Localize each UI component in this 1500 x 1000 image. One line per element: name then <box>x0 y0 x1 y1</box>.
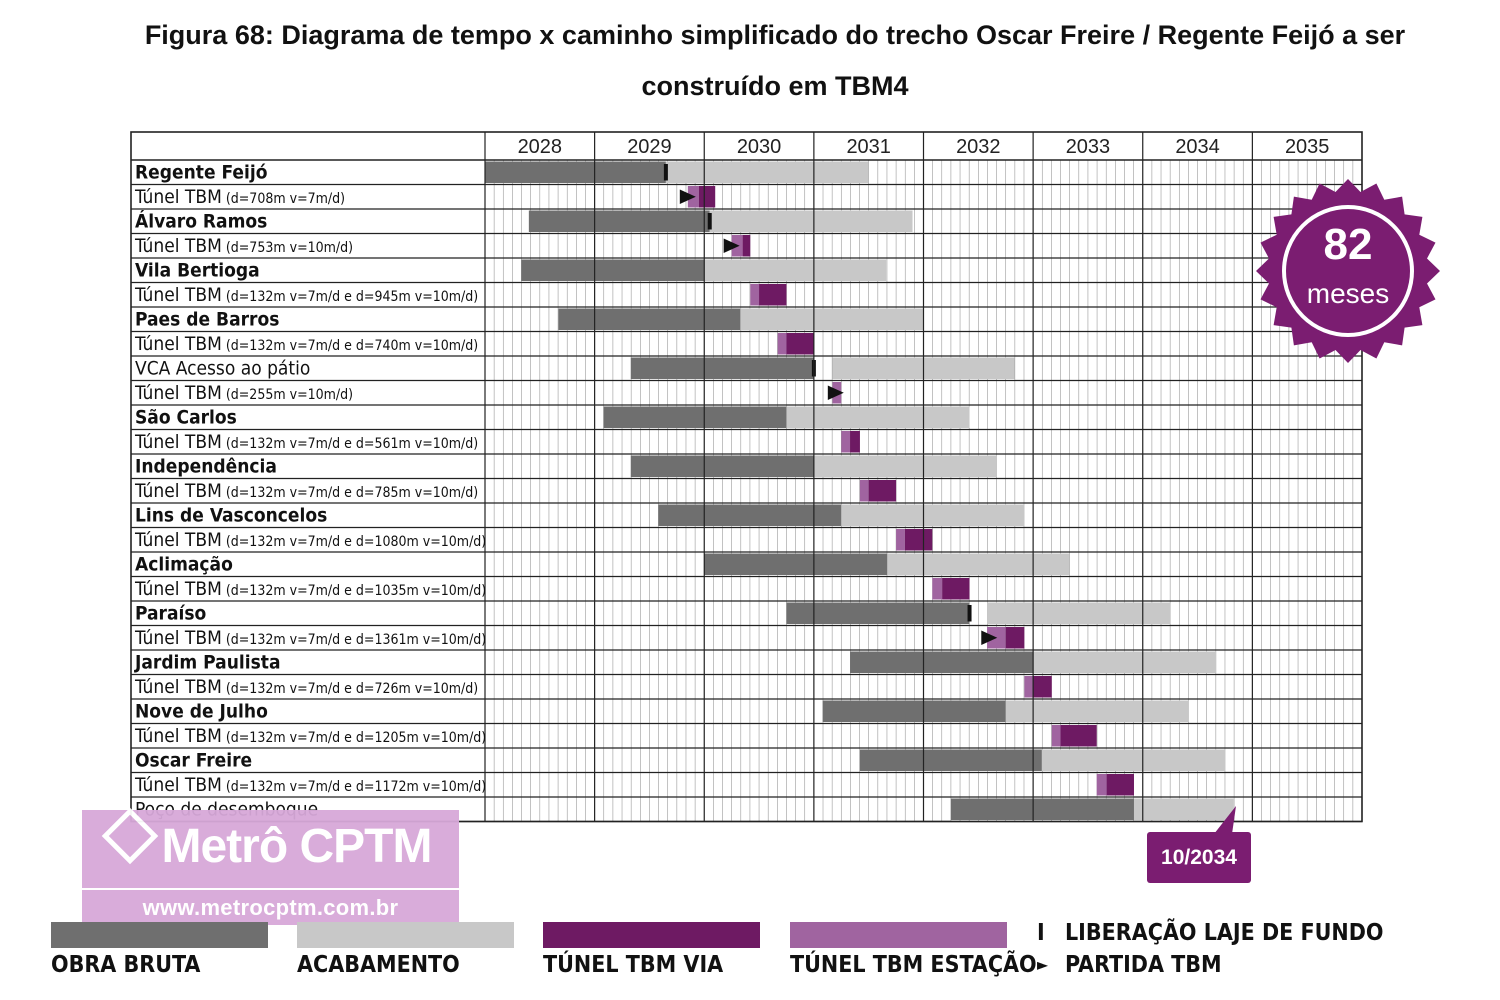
bar-acabamento <box>740 309 923 331</box>
end-date-callout: 10/2034 <box>1147 832 1251 883</box>
bar-tunel-estacao <box>1097 774 1107 796</box>
bar-tunel-estacao <box>1024 676 1033 698</box>
bar-tunel-estacao <box>841 431 850 453</box>
bar-acabamento <box>1042 750 1225 772</box>
row-label-detail: (d=132m v=7m/d e d=740m v=10m/d) <box>225 338 479 354</box>
row-label-name: Jardim Paulista <box>135 651 281 674</box>
row-label-name: Túnel TBM <box>135 578 222 600</box>
row-label-name: Túnel TBM <box>135 333 222 355</box>
row-label-name: Túnel TBM <box>135 186 222 208</box>
row-label <box>134 186 345 208</box>
bar-tunel-estacao <box>932 578 942 600</box>
bar-tunel-estacao <box>860 480 869 502</box>
row-label <box>135 603 207 625</box>
bar-tunel-via <box>905 529 932 551</box>
row-label <box>135 260 260 282</box>
diamond-logo-icon <box>101 808 158 865</box>
bar-tunel-via <box>942 578 969 600</box>
bar-tunel-via <box>1061 725 1097 747</box>
row-label-name: Túnel TBM <box>135 431 222 453</box>
watermark-divider <box>82 888 459 890</box>
liberacao-marker-icon <box>708 213 712 230</box>
year-label: 2028 <box>517 136 563 158</box>
row-label-detail: (d=132m v=7m/d e d=1035m v=10m/d) <box>225 583 487 599</box>
legend-swatch-tunel-via <box>543 922 760 948</box>
row-label-name: Lins de Vasconcelos <box>135 504 328 527</box>
watermark <box>82 810 459 925</box>
legend-label-acabamento: ACABAMENTO <box>297 952 460 978</box>
bar-obra-bruta <box>603 407 786 429</box>
bar-tunel-via <box>759 284 786 306</box>
row-label-name: Álvaro Ramos <box>135 210 268 233</box>
row-label-detail: (d=132m v=7m/d e d=1361m v=10m/d) <box>225 632 487 648</box>
year-label: 2034 <box>1175 136 1220 158</box>
year-label: 2033 <box>1065 136 1111 158</box>
bar-obra-bruta <box>485 162 666 184</box>
row-label-detail: (d=132m v=7m/d e d=561m v=10m/d) <box>225 436 479 452</box>
bar-acabamento <box>814 456 997 478</box>
bar-acabamento <box>1033 652 1216 674</box>
legend-label-tunel-via: TÚNEL TBM VIA <box>543 952 724 978</box>
row-label <box>135 750 252 772</box>
row-label <box>135 701 268 723</box>
row-label-name: Túnel TBM <box>135 480 222 502</box>
watermark-url: www.metrocptm.com.br <box>142 895 399 920</box>
row-label <box>134 774 486 796</box>
caption-line-2: construído em TBM4 <box>641 71 909 101</box>
bar-tunel-estacao <box>778 333 787 355</box>
row-label-name: Oscar Freire <box>135 749 253 772</box>
row-labels <box>134 162 486 821</box>
watermark-logo-text: Metrô CPTM <box>161 820 432 873</box>
row-label-name: Aclimação <box>135 553 233 576</box>
bar-acabamento <box>887 554 1069 576</box>
partida-symbol-icon: ► <box>1037 955 1049 974</box>
bar-tunel-via <box>869 480 896 502</box>
legend-swatch-tunel-estacao <box>790 922 1007 948</box>
row-label-detail: (d=708m v=7m/d) <box>225 191 346 207</box>
row-label-name: Vila Bertioga <box>135 259 260 282</box>
row-label <box>134 284 478 306</box>
bar-obra-bruta <box>521 260 704 282</box>
row-label-name: Túnel TBM <box>135 774 222 796</box>
row-label-detail: (d=132m v=7m/d e d=1205m v=10m/d) <box>225 730 487 746</box>
row-label <box>134 333 478 355</box>
year-label: 2030 <box>736 136 782 158</box>
row-label <box>134 235 353 257</box>
year-label: 2032 <box>956 136 1001 158</box>
bar-tunel-via <box>1107 774 1134 796</box>
bar-tunel-estacao <box>896 529 905 551</box>
bar-acabamento <box>666 162 869 184</box>
row-label-name: São Carlos <box>135 406 237 429</box>
row-label-name: Paes de Barros <box>135 308 280 331</box>
row-label <box>135 554 233 576</box>
bar-obra-bruta <box>951 799 1134 821</box>
row-label-detail: (d=132m v=7m/d e d=945m v=10m/d) <box>225 289 479 305</box>
row-label-detail: (d=132m v=7m/d e d=726m v=10m/d) <box>225 681 479 697</box>
row-label-name: Túnel TBM <box>135 529 222 551</box>
bar-obra-bruta <box>558 309 740 331</box>
bar-tunel-via <box>1006 627 1025 649</box>
bar-tunel-estacao <box>750 284 759 306</box>
row-label <box>134 652 280 674</box>
badge-unit: meses <box>1306 278 1390 309</box>
bar-tunel-via <box>699 186 715 208</box>
row-label-detail: (d=132m v=7m/d e d=1172m v=10m/d) <box>225 779 487 795</box>
row-label-name: Túnel TBM <box>135 284 222 306</box>
bar-tunel-via <box>1033 676 1052 698</box>
row-label <box>135 162 268 184</box>
legend-label-tunel-estacao: TÚNEL TBM ESTAÇÃO <box>790 952 1037 978</box>
row-label-name: Regente Feijó <box>135 161 268 184</box>
year-label: 2029 <box>627 136 672 158</box>
bar-obra-bruta <box>860 750 1042 772</box>
legend-item-partida <box>1037 952 1222 978</box>
bar-acabamento <box>710 211 913 233</box>
row-label-name: Independência <box>135 455 277 478</box>
year-label: 2035 <box>1284 136 1330 158</box>
bar-tunel-via <box>786 333 813 355</box>
legend-label-obra-bruta: OBRA BRUTA <box>51 952 201 978</box>
row-label-detail: (d=753m v=10m/d) <box>225 240 354 256</box>
row-label <box>134 676 478 698</box>
bar-tunel-via <box>743 235 751 257</box>
caption-line-1: Figura 68: Diagrama de tempo x caminho simplificado do trecho Oscar Freire / Regente Feijó a ser <box>144 20 1406 50</box>
bar-obra-bruta <box>529 211 710 233</box>
bar-obra-bruta <box>850 652 1033 674</box>
badge-seal-icon <box>1255 178 1441 364</box>
row-label-name: Nove de Julho <box>135 700 268 723</box>
row-label <box>134 382 353 404</box>
row-label <box>134 725 486 747</box>
row-label-detail: (d=132m v=7m/d e d=785m v=10m/d) <box>225 485 479 501</box>
watermark-logo <box>82 816 459 874</box>
row-label-name: Túnel TBM <box>135 627 222 649</box>
legend-item-liberacao <box>1037 920 1384 946</box>
bar-obra-bruta <box>823 701 1006 723</box>
legend-label-liberacao: LIBERAÇÃO LAJE DE FUNDO <box>1065 920 1384 946</box>
row-label-name: VCA Acesso ao pátio <box>135 357 311 380</box>
row-label-detail: (d=255m v=10m/d) <box>225 387 354 403</box>
legend-swatch-acabamento <box>297 922 514 948</box>
row-label-name: Túnel TBM <box>135 382 222 404</box>
row-label <box>135 505 327 527</box>
badge-number: 82 <box>1323 220 1373 269</box>
bar-obra-bruta <box>631 358 814 380</box>
liberacao-marker-icon <box>664 164 668 181</box>
row-label <box>135 358 310 380</box>
row-label <box>135 210 267 233</box>
liberacao-symbol-icon: I <box>1037 920 1045 946</box>
bar-obra-bruta <box>704 554 887 576</box>
bar-tunel-via <box>850 431 860 453</box>
row-label <box>135 407 237 429</box>
liberacao-marker-icon <box>968 605 972 622</box>
bar-acabamento <box>1134 799 1234 821</box>
row-label <box>134 529 486 551</box>
row-label <box>134 431 478 453</box>
year-label: 2031 <box>846 136 891 158</box>
bar-tunel-estacao <box>1052 725 1061 747</box>
legend-swatch-obra-bruta <box>51 922 268 948</box>
row-label <box>134 480 478 502</box>
row-label-name: Túnel TBM <box>135 676 222 698</box>
row-label-name: Túnel TBM <box>135 235 222 257</box>
row-label-name: Paraíso <box>135 602 207 625</box>
bar-acabamento <box>841 505 1024 527</box>
duration-badge <box>1255 178 1441 364</box>
row-label <box>134 578 486 600</box>
row-label-detail: (d=132m v=7m/d e d=1080m v=10m/d) <box>225 534 487 550</box>
bar-obra-bruta <box>631 456 814 478</box>
row-label-name: Túnel TBM <box>135 725 222 747</box>
legend-label-partida: PARTIDA TBM <box>1065 952 1222 978</box>
row-label <box>134 627 486 649</box>
row-label <box>135 456 277 478</box>
bar-acabamento <box>704 260 886 282</box>
row-label <box>135 309 279 331</box>
